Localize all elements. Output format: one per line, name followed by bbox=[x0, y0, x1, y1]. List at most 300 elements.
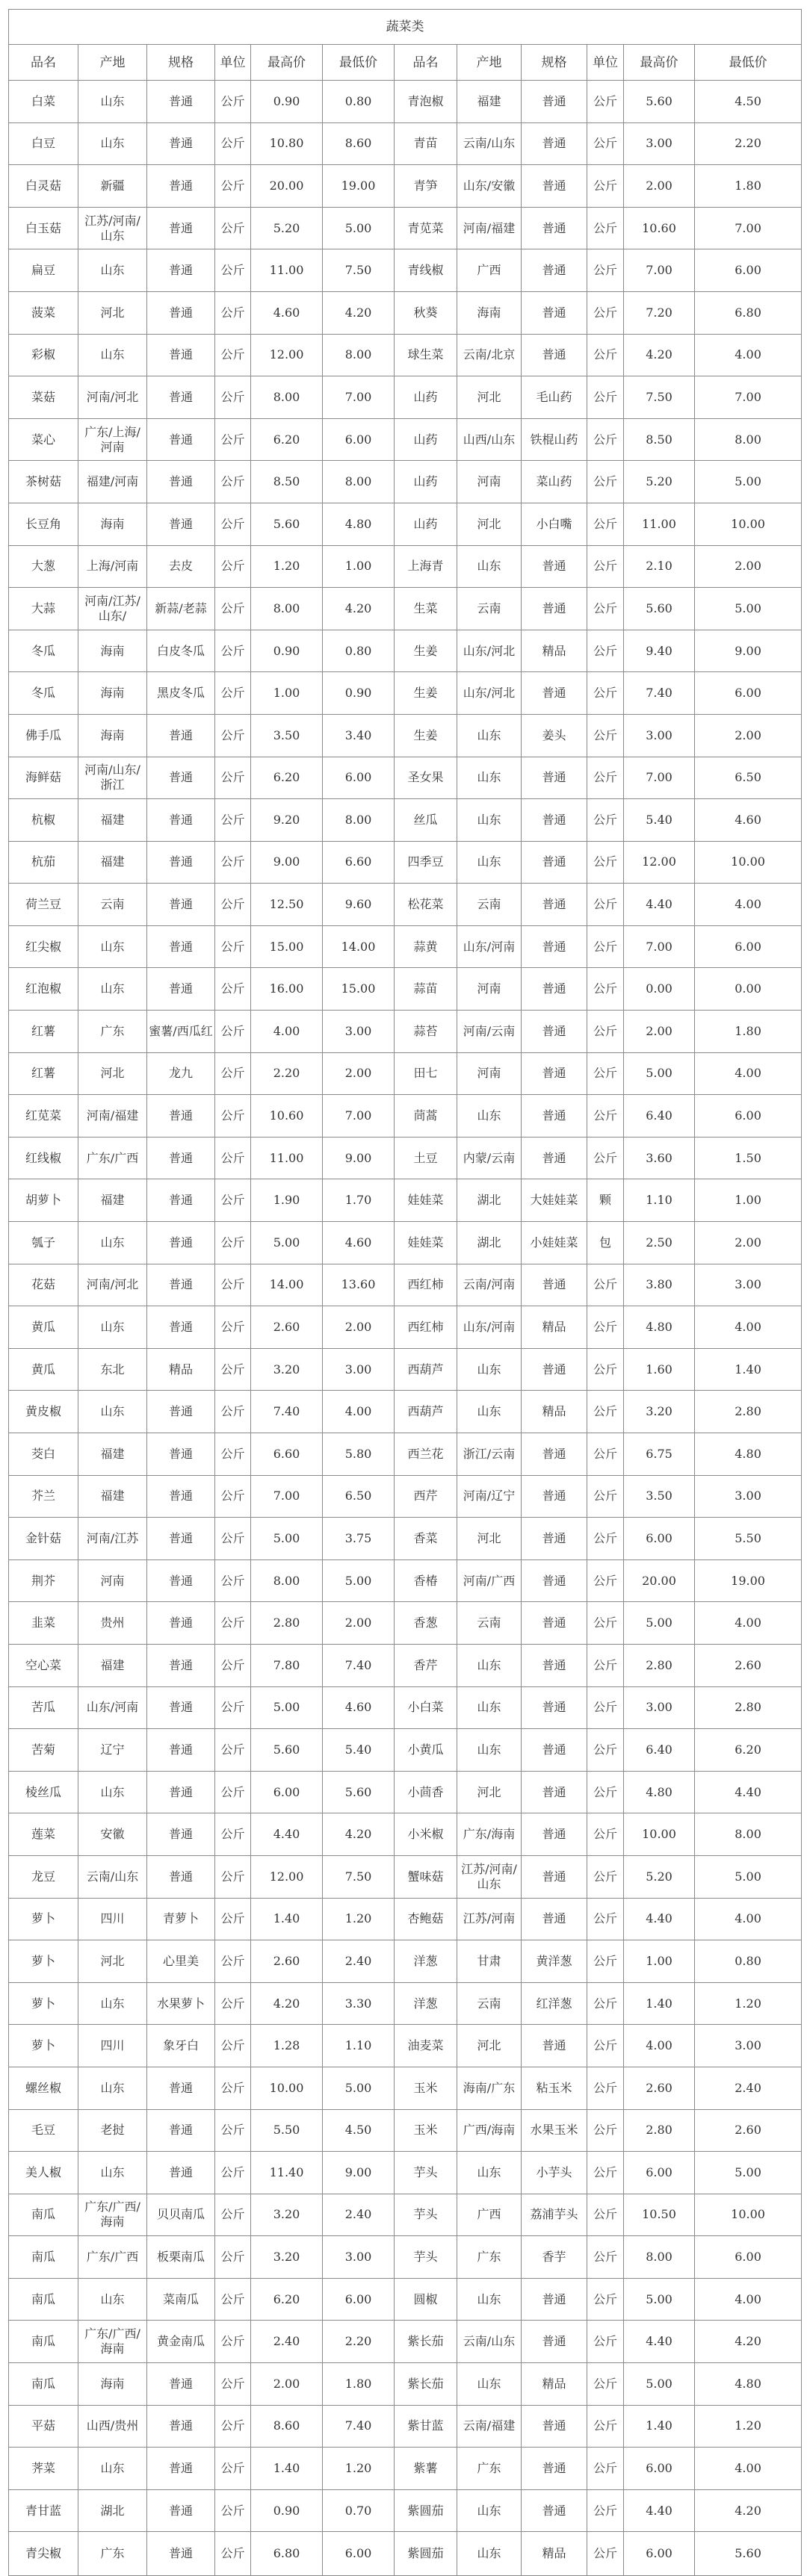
name-cell: 蒜苔 bbox=[395, 1011, 457, 1053]
name-cell: 萝卜 bbox=[9, 1982, 78, 2025]
min-price-cell: 4.60 bbox=[695, 799, 802, 842]
unit-cell: 公斤 bbox=[215, 1052, 251, 1095]
max-price-cell: 1.60 bbox=[624, 1348, 695, 1391]
max-price-cell: 10.50 bbox=[624, 2194, 695, 2236]
unit-cell: 公斤 bbox=[215, 1602, 251, 1645]
origin-cell: 云南 bbox=[457, 1982, 522, 2025]
unit-cell: 公斤 bbox=[587, 503, 624, 545]
unit-cell: 公斤 bbox=[215, 2489, 251, 2532]
name-cell: 荆芥 bbox=[9, 1559, 78, 1602]
spec-cell: 青萝卜 bbox=[147, 1898, 215, 1940]
unit-cell: 公斤 bbox=[587, 2532, 624, 2576]
origin-cell: 辽宁 bbox=[78, 1729, 147, 1772]
origin-cell: 海南 bbox=[457, 291, 522, 334]
origin-cell: 海南 bbox=[78, 630, 147, 672]
unit-cell: 公斤 bbox=[215, 1011, 251, 1053]
min-price-cell: 4.80 bbox=[323, 503, 395, 545]
max-price-cell: 7.40 bbox=[624, 672, 695, 715]
min-price-cell: 4.20 bbox=[323, 1813, 395, 1856]
table-row bbox=[9, 122, 802, 165]
unit-cell: 公斤 bbox=[587, 630, 624, 672]
min-price-cell: 6.80 bbox=[695, 291, 802, 334]
name-cell: 美人椒 bbox=[9, 2152, 78, 2194]
name-cell: 山药 bbox=[395, 418, 457, 461]
name-cell: 南瓜 bbox=[9, 2321, 78, 2363]
unit-cell: 公斤 bbox=[587, 714, 624, 757]
spec-cell: 大娃娃菜 bbox=[522, 1179, 587, 1222]
origin-cell: 福建 bbox=[78, 841, 147, 884]
unit-cell: 公斤 bbox=[587, 2489, 624, 2532]
name-cell: 紫长茄 bbox=[395, 2321, 457, 2363]
unit-cell: 公斤 bbox=[215, 2405, 251, 2448]
min-price-cell: 3.00 bbox=[695, 1264, 802, 1306]
max-price-cell: 11.00 bbox=[251, 1137, 323, 1179]
max-price-cell: 6.40 bbox=[624, 1729, 695, 1772]
table-row bbox=[9, 291, 802, 334]
spec-cell: 精品 bbox=[522, 1306, 587, 1349]
table-row bbox=[9, 2532, 802, 2576]
spec-cell: 姜头 bbox=[522, 714, 587, 757]
min-price-cell: 2.00 bbox=[323, 1052, 395, 1095]
min-price-cell: 5.60 bbox=[695, 2532, 802, 2576]
origin-cell: 山东 bbox=[457, 2278, 522, 2321]
name-cell: 白菜 bbox=[9, 81, 78, 123]
min-price-cell: 4.00 bbox=[695, 884, 802, 926]
max-price-cell: 2.10 bbox=[624, 545, 695, 588]
table-row bbox=[9, 1475, 802, 1518]
max-price-cell: 5.50 bbox=[251, 2109, 323, 2152]
max-price-cell: 0.90 bbox=[251, 2489, 323, 2532]
max-price-cell: 4.80 bbox=[624, 1771, 695, 1813]
unit-cell: 公斤 bbox=[215, 1982, 251, 2025]
spec-cell: 普通 bbox=[147, 1813, 215, 1856]
name-cell: 菜菇 bbox=[9, 376, 78, 419]
origin-cell: 河南 bbox=[457, 461, 522, 503]
max-price-cell: 1.10 bbox=[624, 1179, 695, 1222]
table-row bbox=[9, 1771, 802, 1813]
min-price-cell: 7.40 bbox=[323, 1644, 395, 1686]
name-cell: 小茴香 bbox=[395, 1771, 457, 1813]
origin-cell: 河南/辽宁 bbox=[457, 1475, 522, 1518]
min-price-cell: 2.00 bbox=[695, 1222, 802, 1264]
max-price-cell: 2.80 bbox=[251, 1602, 323, 1645]
unit-cell: 公斤 bbox=[215, 2236, 251, 2279]
origin-cell: 山东 bbox=[457, 1095, 522, 1138]
name-cell: 大葱 bbox=[9, 545, 78, 588]
origin-cell: 湖北 bbox=[457, 1222, 522, 1264]
spec-cell: 普通 bbox=[522, 2025, 587, 2067]
spec-cell: 普通 bbox=[147, 968, 215, 1011]
spec-cell: 普通 bbox=[147, 2109, 215, 2152]
header-cell: 规格 bbox=[147, 45, 215, 81]
origin-cell: 河北 bbox=[457, 2025, 522, 2067]
unit-cell: 公斤 bbox=[215, 81, 251, 123]
unit-cell: 公斤 bbox=[587, 122, 624, 165]
unit-cell: 公斤 bbox=[215, 1813, 251, 1856]
max-price-cell: 9.40 bbox=[624, 630, 695, 672]
name-cell: 苦菊 bbox=[9, 1729, 78, 1772]
min-price-cell: 3.00 bbox=[695, 2025, 802, 2067]
spec-cell: 普通 bbox=[522, 1771, 587, 1813]
header-cell: 单位 bbox=[587, 45, 624, 81]
name-cell: 荠菜 bbox=[9, 2448, 78, 2490]
min-price-cell: 9.00 bbox=[323, 1137, 395, 1179]
origin-cell: 云南/福建 bbox=[457, 2405, 522, 2448]
unit-cell: 公斤 bbox=[587, 1306, 624, 1349]
max-price-cell: 3.50 bbox=[251, 714, 323, 757]
origin-cell: 山东/河南 bbox=[457, 1306, 522, 1349]
unit-cell: 公斤 bbox=[215, 1518, 251, 1560]
origin-cell: 云南/山东 bbox=[457, 2321, 522, 2363]
max-price-cell: 4.00 bbox=[251, 1011, 323, 1053]
spec-cell: 象牙白 bbox=[147, 2025, 215, 2067]
min-price-cell: 9.00 bbox=[323, 2152, 395, 2194]
table-row bbox=[9, 714, 802, 757]
min-price-cell: 1.80 bbox=[695, 165, 802, 208]
min-price-cell: 10.00 bbox=[695, 503, 802, 545]
spec-cell: 普通 bbox=[147, 1264, 215, 1306]
table-row bbox=[9, 1433, 802, 1476]
unit-cell: 公斤 bbox=[215, 1771, 251, 1813]
name-cell: 青笋 bbox=[395, 165, 457, 208]
min-price-cell: 19.00 bbox=[695, 1559, 802, 1602]
unit-cell: 公斤 bbox=[215, 1729, 251, 1772]
min-price-cell: 8.60 bbox=[323, 122, 395, 165]
max-price-cell: 5.20 bbox=[624, 461, 695, 503]
min-price-cell: 7.00 bbox=[695, 376, 802, 419]
spec-cell: 黄金南瓜 bbox=[147, 2321, 215, 2363]
origin-cell: 山东 bbox=[78, 2448, 147, 2490]
origin-cell: 海南 bbox=[78, 672, 147, 715]
max-price-cell: 5.00 bbox=[624, 2278, 695, 2321]
unit-cell: 公斤 bbox=[587, 1686, 624, 1729]
origin-cell: 安徽 bbox=[78, 1813, 147, 1856]
spec-cell: 普通 bbox=[522, 249, 587, 292]
unit-cell: 公斤 bbox=[587, 2448, 624, 2490]
unit-cell: 公斤 bbox=[215, 545, 251, 588]
unit-cell: 公斤 bbox=[587, 2405, 624, 2448]
min-price-cell: 2.80 bbox=[695, 1686, 802, 1729]
unit-cell: 公斤 bbox=[215, 334, 251, 376]
spec-cell: 普通 bbox=[147, 81, 215, 123]
spec-cell: 铁棍山药 bbox=[522, 418, 587, 461]
origin-cell: 河北 bbox=[457, 1771, 522, 1813]
spec-cell: 普通 bbox=[147, 1855, 215, 1898]
origin-cell: 云南/河南 bbox=[457, 1264, 522, 1306]
min-price-cell: 4.60 bbox=[323, 1686, 395, 1729]
min-price-cell: 4.20 bbox=[323, 588, 395, 630]
name-cell: 青苋菜 bbox=[395, 207, 457, 249]
min-price-cell: 19.00 bbox=[323, 165, 395, 208]
min-price-cell: 4.20 bbox=[695, 2321, 802, 2363]
unit-cell: 公斤 bbox=[215, 841, 251, 884]
spec-cell: 普通 bbox=[522, 1011, 587, 1053]
min-price-cell: 0.80 bbox=[323, 630, 395, 672]
name-cell: 香葱 bbox=[395, 1602, 457, 1645]
max-price-cell: 10.80 bbox=[251, 122, 323, 165]
spec-cell: 普通 bbox=[522, 672, 587, 715]
max-price-cell: 6.20 bbox=[251, 757, 323, 799]
name-cell: 香芹 bbox=[395, 1644, 457, 1686]
spec-cell: 普通 bbox=[147, 799, 215, 842]
spec-cell: 普通 bbox=[147, 1771, 215, 1813]
header-cell: 品名 bbox=[395, 45, 457, 81]
min-price-cell: 1.00 bbox=[695, 1179, 802, 1222]
table-row bbox=[9, 207, 802, 249]
origin-cell: 山东 bbox=[78, 1771, 147, 1813]
table-row bbox=[9, 1222, 802, 1264]
name-cell: 龙豆 bbox=[9, 1855, 78, 1898]
min-price-cell: 1.70 bbox=[323, 1179, 395, 1222]
max-price-cell: 2.00 bbox=[251, 2363, 323, 2406]
origin-cell: 山东 bbox=[457, 2532, 522, 2576]
unit-cell: 公斤 bbox=[215, 925, 251, 968]
max-price-cell: 1.40 bbox=[624, 2405, 695, 2448]
unit-cell: 公斤 bbox=[215, 2152, 251, 2194]
min-price-cell: 0.90 bbox=[323, 672, 395, 715]
unit-cell: 公斤 bbox=[587, 1771, 624, 1813]
max-price-cell: 1.28 bbox=[251, 2025, 323, 2067]
name-cell: 小白菜 bbox=[395, 1686, 457, 1729]
table-row bbox=[9, 249, 802, 292]
spec-cell: 普通 bbox=[522, 2448, 587, 2490]
min-price-cell: 5.00 bbox=[323, 207, 395, 249]
max-price-cell: 7.40 bbox=[251, 1391, 323, 1433]
max-price-cell: 7.00 bbox=[251, 1475, 323, 1518]
min-price-cell: 4.80 bbox=[695, 1433, 802, 1476]
max-price-cell: 6.00 bbox=[624, 2532, 695, 2576]
origin-cell: 福建 bbox=[78, 1433, 147, 1476]
name-cell: 青苗 bbox=[395, 122, 457, 165]
min-price-cell: 1.20 bbox=[695, 1982, 802, 2025]
unit-cell: 公斤 bbox=[215, 503, 251, 545]
spec-cell: 普通 bbox=[522, 2405, 587, 2448]
max-price-cell: 3.20 bbox=[624, 1391, 695, 1433]
min-price-cell: 5.00 bbox=[323, 1559, 395, 1602]
spec-cell: 普通 bbox=[522, 1898, 587, 1940]
min-price-cell: 6.50 bbox=[323, 1475, 395, 1518]
min-price-cell: 0.70 bbox=[323, 2489, 395, 2532]
table-row bbox=[9, 1391, 802, 1433]
min-price-cell: 4.20 bbox=[695, 2489, 802, 2532]
unit-cell: 公斤 bbox=[215, 2363, 251, 2406]
table-row bbox=[9, 1052, 802, 1095]
origin-cell: 河南/广西 bbox=[457, 1559, 522, 1602]
origin-cell: 河北 bbox=[457, 503, 522, 545]
unit-cell: 公斤 bbox=[587, 291, 624, 334]
max-price-cell: 20.00 bbox=[251, 165, 323, 208]
min-price-cell: 7.00 bbox=[323, 1095, 395, 1138]
name-cell: 蒜苗 bbox=[395, 968, 457, 1011]
max-price-cell: 4.20 bbox=[624, 334, 695, 376]
spec-cell: 普通 bbox=[522, 1813, 587, 1856]
origin-cell: 贵州 bbox=[78, 1602, 147, 1645]
min-price-cell: 1.80 bbox=[323, 2363, 395, 2406]
spec-cell: 普通 bbox=[522, 165, 587, 208]
name-cell: 白灵菇 bbox=[9, 165, 78, 208]
unit-cell: 公斤 bbox=[215, 1095, 251, 1138]
origin-cell: 山东 bbox=[457, 2489, 522, 2532]
max-price-cell: 0.90 bbox=[251, 81, 323, 123]
header-cell: 单位 bbox=[215, 45, 251, 81]
name-cell: 红尖椒 bbox=[9, 925, 78, 968]
name-cell: 冬瓜 bbox=[9, 630, 78, 672]
spec-cell: 普通 bbox=[147, 2363, 215, 2406]
name-cell: 紫长茄 bbox=[395, 2363, 457, 2406]
spec-cell: 普通 bbox=[522, 334, 587, 376]
name-cell: 西葫芦 bbox=[395, 1391, 457, 1433]
min-price-cell: 6.00 bbox=[323, 2278, 395, 2321]
spec-cell: 水果玉米 bbox=[522, 2109, 587, 2152]
max-price-cell: 5.60 bbox=[624, 588, 695, 630]
name-cell: 圣女果 bbox=[395, 757, 457, 799]
max-price-cell: 4.00 bbox=[624, 2025, 695, 2067]
unit-cell: 公斤 bbox=[215, 672, 251, 715]
origin-cell: 广东/广西 bbox=[78, 1137, 147, 1179]
name-cell: 洋葱 bbox=[395, 1940, 457, 1983]
origin-cell: 河北 bbox=[78, 1052, 147, 1095]
unit-cell: 公斤 bbox=[215, 799, 251, 842]
min-price-cell: 3.00 bbox=[323, 1348, 395, 1391]
unit-cell: 公斤 bbox=[215, 884, 251, 926]
min-price-cell: 1.40 bbox=[695, 1348, 802, 1391]
origin-cell: 云南/山东 bbox=[457, 122, 522, 165]
min-price-cell: 4.40 bbox=[695, 1771, 802, 1813]
table-row bbox=[9, 503, 802, 545]
unit-cell: 公斤 bbox=[215, 2278, 251, 2321]
name-cell: 紫甘蓝 bbox=[395, 2405, 457, 2448]
unit-cell: 公斤 bbox=[587, 757, 624, 799]
unit-cell: 公斤 bbox=[215, 588, 251, 630]
spec-cell: 普通 bbox=[522, 968, 587, 1011]
max-price-cell: 10.00 bbox=[624, 1813, 695, 1856]
spec-cell: 普通 bbox=[147, 1306, 215, 1349]
origin-cell: 山东 bbox=[457, 1391, 522, 1433]
origin-cell: 河南/河北 bbox=[78, 376, 147, 419]
unit-cell: 公斤 bbox=[215, 376, 251, 419]
unit-cell: 公斤 bbox=[587, 1898, 624, 1940]
table-row bbox=[9, 757, 802, 799]
max-price-cell: 3.20 bbox=[251, 2236, 323, 2279]
name-cell: 生菜 bbox=[395, 588, 457, 630]
table-row bbox=[9, 2025, 802, 2067]
min-price-cell: 5.00 bbox=[695, 1855, 802, 1898]
spec-cell: 板栗南瓜 bbox=[147, 2236, 215, 2279]
min-price-cell: 1.20 bbox=[695, 2405, 802, 2448]
name-cell: 西红柿 bbox=[395, 1306, 457, 1349]
max-price-cell: 2.80 bbox=[624, 1644, 695, 1686]
origin-cell: 山东 bbox=[78, 81, 147, 123]
min-price-cell: 4.80 bbox=[695, 2363, 802, 2406]
origin-cell: 四川 bbox=[78, 1898, 147, 1940]
max-price-cell: 20.00 bbox=[624, 1559, 695, 1602]
name-cell: 四季豆 bbox=[395, 841, 457, 884]
spec-cell: 普通 bbox=[147, 122, 215, 165]
unit-cell: 公斤 bbox=[587, 81, 624, 123]
table-row bbox=[9, 1559, 802, 1602]
max-price-cell: 3.00 bbox=[624, 1686, 695, 1729]
spec-cell: 普通 bbox=[147, 2489, 215, 2532]
spec-cell: 普通 bbox=[147, 1433, 215, 1476]
table-row bbox=[9, 2278, 802, 2321]
min-price-cell: 4.00 bbox=[695, 2448, 802, 2490]
min-price-cell: 6.00 bbox=[323, 418, 395, 461]
spec-cell: 红洋葱 bbox=[522, 1982, 587, 2025]
origin-cell: 东北 bbox=[78, 1348, 147, 1391]
table-row bbox=[9, 165, 802, 208]
unit-cell: 公斤 bbox=[587, 1348, 624, 1391]
unit-cell: 公斤 bbox=[587, 1729, 624, 1772]
table-row bbox=[9, 672, 802, 715]
name-cell: 西兰花 bbox=[395, 1433, 457, 1476]
unit-cell: 公斤 bbox=[587, 799, 624, 842]
max-price-cell: 8.50 bbox=[251, 461, 323, 503]
origin-cell: 福建/河南 bbox=[78, 461, 147, 503]
min-price-cell: 6.20 bbox=[695, 1729, 802, 1772]
table-row bbox=[9, 1686, 802, 1729]
table-row bbox=[9, 2448, 802, 2490]
min-price-cell: 2.00 bbox=[323, 1306, 395, 1349]
max-price-cell: 12.00 bbox=[251, 1855, 323, 1898]
unit-cell: 公斤 bbox=[215, 1898, 251, 1940]
table-row bbox=[9, 1729, 802, 1772]
origin-cell: 广东 bbox=[457, 2236, 522, 2279]
spec-cell: 普通 bbox=[147, 2532, 215, 2576]
min-price-cell: 13.60 bbox=[323, 1264, 395, 1306]
table-row bbox=[9, 418, 802, 461]
table-row bbox=[9, 376, 802, 419]
max-price-cell: 3.80 bbox=[624, 1264, 695, 1306]
origin-cell: 河北 bbox=[78, 1940, 147, 1983]
name-cell: 青泡椒 bbox=[395, 81, 457, 123]
min-price-cell: 2.40 bbox=[323, 2194, 395, 2236]
origin-cell: 海南 bbox=[78, 2363, 147, 2406]
name-cell: 空心菜 bbox=[9, 1644, 78, 1686]
unit-cell: 公斤 bbox=[215, 1644, 251, 1686]
origin-cell: 湖北 bbox=[457, 1179, 522, 1222]
min-price-cell: 10.00 bbox=[695, 2194, 802, 2236]
unit-cell: 公斤 bbox=[215, 1559, 251, 1602]
table-row bbox=[9, 1179, 802, 1222]
unit-cell: 公斤 bbox=[587, 1011, 624, 1053]
table-row bbox=[9, 1011, 802, 1053]
name-cell: 杏鲍菇 bbox=[395, 1898, 457, 1940]
unit-cell: 公斤 bbox=[587, 2278, 624, 2321]
name-cell: 杭茄 bbox=[9, 841, 78, 884]
spec-cell: 普通 bbox=[522, 291, 587, 334]
min-price-cell: 5.00 bbox=[323, 2067, 395, 2109]
origin-cell: 福建 bbox=[78, 1179, 147, 1222]
min-price-cell: 7.50 bbox=[323, 1855, 395, 1898]
unit-cell: 公斤 bbox=[215, 2025, 251, 2067]
name-cell: 玉米 bbox=[395, 2109, 457, 2152]
spec-cell: 普通 bbox=[522, 122, 587, 165]
min-price-cell: 1.00 bbox=[323, 545, 395, 588]
name-cell: 芋头 bbox=[395, 2236, 457, 2279]
origin-cell: 广东/广西/海南 bbox=[78, 2194, 147, 2236]
spec-cell: 精品 bbox=[522, 1391, 587, 1433]
origin-cell: 河南/福建 bbox=[457, 207, 522, 249]
table-row bbox=[9, 1982, 802, 2025]
table-row bbox=[9, 925, 802, 968]
origin-cell: 河南/江苏 bbox=[78, 1518, 147, 1560]
max-price-cell: 9.20 bbox=[251, 799, 323, 842]
origin-cell: 山东 bbox=[457, 1348, 522, 1391]
origin-cell: 河南 bbox=[457, 1052, 522, 1095]
max-price-cell: 8.50 bbox=[624, 418, 695, 461]
name-cell: 荷兰豆 bbox=[9, 884, 78, 926]
table-row bbox=[9, 884, 802, 926]
